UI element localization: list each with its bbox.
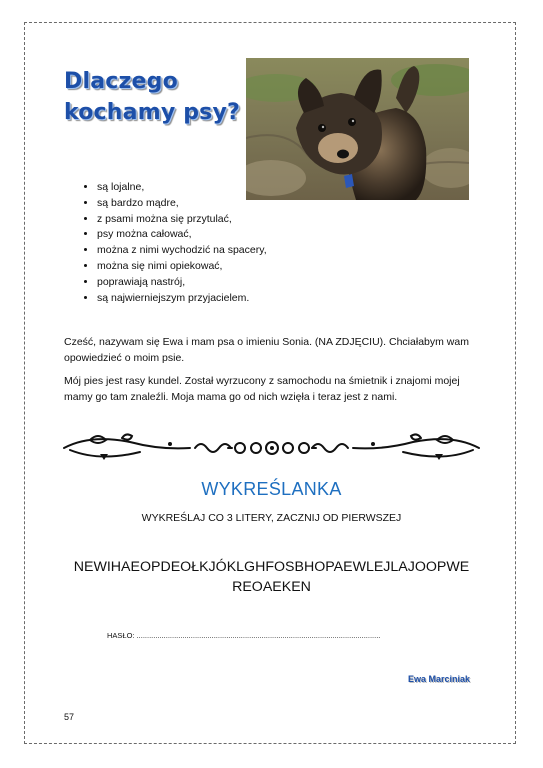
list-item: • poprawiają nastrój, (97, 275, 267, 291)
list-item: • są bardzo mądre, (97, 196, 267, 212)
page-title (64, 66, 240, 128)
puzzle-instruction: WYKREŚLAJ CO 3 LITERY, ZACZNIJ OD PIERWSZEJ (141, 512, 402, 524)
list-item: • z psami można się przytulać, (97, 212, 267, 228)
title-line-2: kochamy psy? (64, 100, 240, 125)
intro-paragraph: Cześć, nazywam się Ewa i mam psa o imieniu Sonia. (NA ZDJĘCIU). Chciałabym wam opowiedzieć o moim psie. (64, 336, 469, 364)
list-item: • psy można całować, (97, 227, 267, 243)
puzzle-letters-line-2: REOAEKEN (232, 579, 311, 595)
list-item: • są najwierniejszym przyjacielem. (97, 291, 267, 307)
list-item: • są lojalne, (97, 180, 267, 196)
story-paragraph: Mój pies jest rasy kundel. Został wyrzucony z samochodu na śmietnik i znajomi mojej mamy go tam znaleźli. Moja mama go od nich wzięła i teraz jest z nami. (64, 375, 460, 403)
list-item: • można się nimi opiekować, (97, 259, 267, 275)
letter-puzzle (60, 557, 483, 597)
title-line-1: Dlaczego (64, 69, 178, 94)
reasons-list (80, 180, 267, 306)
author-signature: Ewa Marciniak (408, 674, 471, 684)
answer-line: HASŁO: ..................................................................................................................... (107, 631, 381, 640)
puzzle-title: WYKREŚLANKA (201, 479, 342, 499)
puzzle-letters-line-1: NEWIHAEOPDEOŁKJÓKLGHFOSBHOPAEWLEJLAJOOPWE (73, 559, 470, 575)
list-item: • można z nimi wychodzić na spacery, (97, 243, 267, 259)
dog-photo (246, 58, 469, 200)
decorative-flourish-divider (60, 430, 483, 466)
page-number: 57 (64, 712, 75, 722)
dog-photo-illustration (246, 58, 469, 200)
